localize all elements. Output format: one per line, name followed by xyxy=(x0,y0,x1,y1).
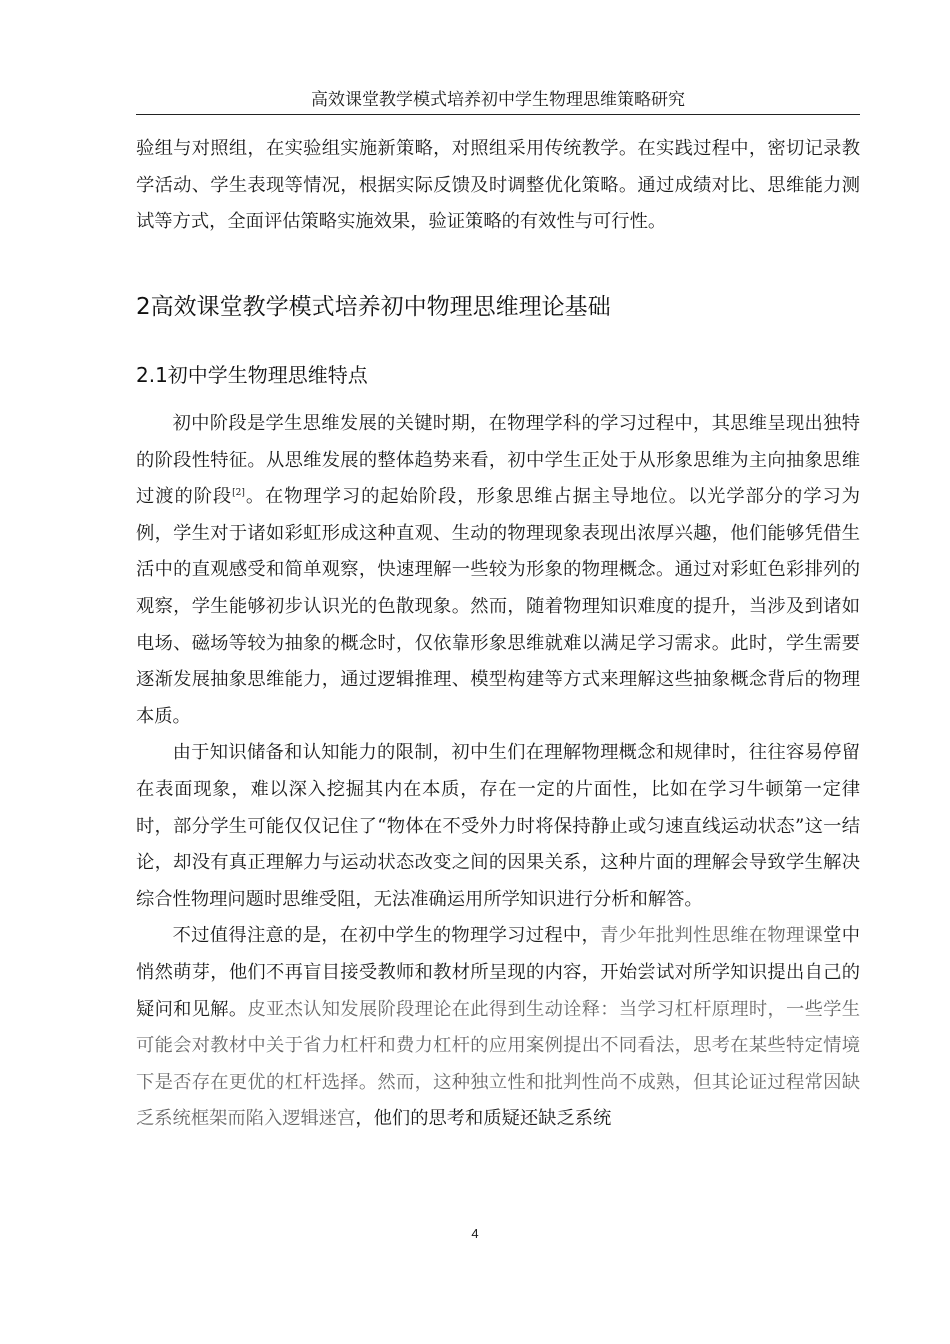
paragraph-3-part-1: 不过值得注意的是，在初中学生的物理学习过程中， xyxy=(172,925,601,947)
subsection-heading: 2.1初中学生物理思维特点 xyxy=(136,363,368,387)
main-body xyxy=(136,406,860,1138)
paragraph-2: 由于知识储备和认知能力的限制，初中生们在理解物理概念和规律时，往往容易停留在表面现象，难以深入挖掘其内在本质，存在一定的片面性，比如在学习牛顿第一定律时，部分学生可能仅仅记住了“物体在不受外力时将保持静止或匀速直线运动状态”这一结论，却没有真正理解力与运动状态改变之间的因果关系，这种片面的理解会导致学生解决综合性物理问题时思维受阻，无法准确运用所学知识进行分析和解答。 xyxy=(136,742,860,910)
page-number: 4 xyxy=(471,1226,479,1241)
paragraph-3-part-2: 青少年批判性思维在物理课 xyxy=(600,925,824,947)
paragraph-1 xyxy=(136,406,860,735)
paragraph-3-part-5: ，他们的思考和质疑还缺乏系统 xyxy=(355,1108,612,1130)
paragraph-1-text-a: 初中阶段是学生思维发展的关键时期，在物理学科的学习过程中，其思维呈现出独特的阶段性特征。从思维发展的整体趋势来看，初中学生正处于从形象思维为主向抽象思维过渡的阶段 xyxy=(136,413,860,508)
paragraph-3 xyxy=(136,918,860,1138)
paragraph-1-text-b: 。在物理学习的起始阶段，形象思维占据主导地位。以光学部分的学习为例，学生对于诸如彩虹形成这种直观、生动的物理现象表现出浓厚兴趣，他们能够凭借生活中的直观感受和简单观察，快速理解一些较为形象的物理概念。通过对彩虹色彩排列的观察，学生能够初步认识光的色散现象。然而，随着物理知识难度的提升，当涉及到诸如电场、磁场等较为抽象的概念时，仅依靠形象思维就难以满足学习需求。此时，学生需要逐渐发展抽象思维能力，通过逻辑推理、模型构建等方式来理解这些抽象概念背后的物理本质。 xyxy=(136,486,861,727)
intro-paragraph xyxy=(136,131,860,241)
paragraph-3-part-4: 皮亚杰认知发展阶段理论在此得到生动诠释：当学习杠杆原理时，一些学生可能会对教材中关于省力杠杆和费力杠杆的应用案例提出不同看法，思考在某些特定情境下是否存在更优的杠杆选择。然而，这种独立性和批判性尚不成熟，但其论证过程常因缺乏系统框架而陷入逻辑迷宫 xyxy=(136,998,861,1130)
citation-ref: [2] xyxy=(232,488,245,499)
paragraph-3-part-3: 堂中悄然萌芽，他们不再盲目接受教师和教材所呈现的内容，开始尝试对所学知识提出自己的疑问和见解。 xyxy=(136,925,861,1020)
intro-text: 验组与对照组，在实验组实施新策略，对照组采用传统教学。在实践过程中，密切记录教学活动、学生表现等情况，根据实际反馈及时调整优化策略。通过成绩对比、思维能力测试等方式，全面评估策略实施效果，验证策略的有效性与可行性。 xyxy=(136,138,860,233)
header-rule xyxy=(136,114,860,115)
running-header: 高效课堂教学模式培养初中学生物理思维策略研究 xyxy=(311,90,685,110)
section-heading: 2高效课堂教学模式培养初中物理思维理论基础 xyxy=(136,294,611,320)
